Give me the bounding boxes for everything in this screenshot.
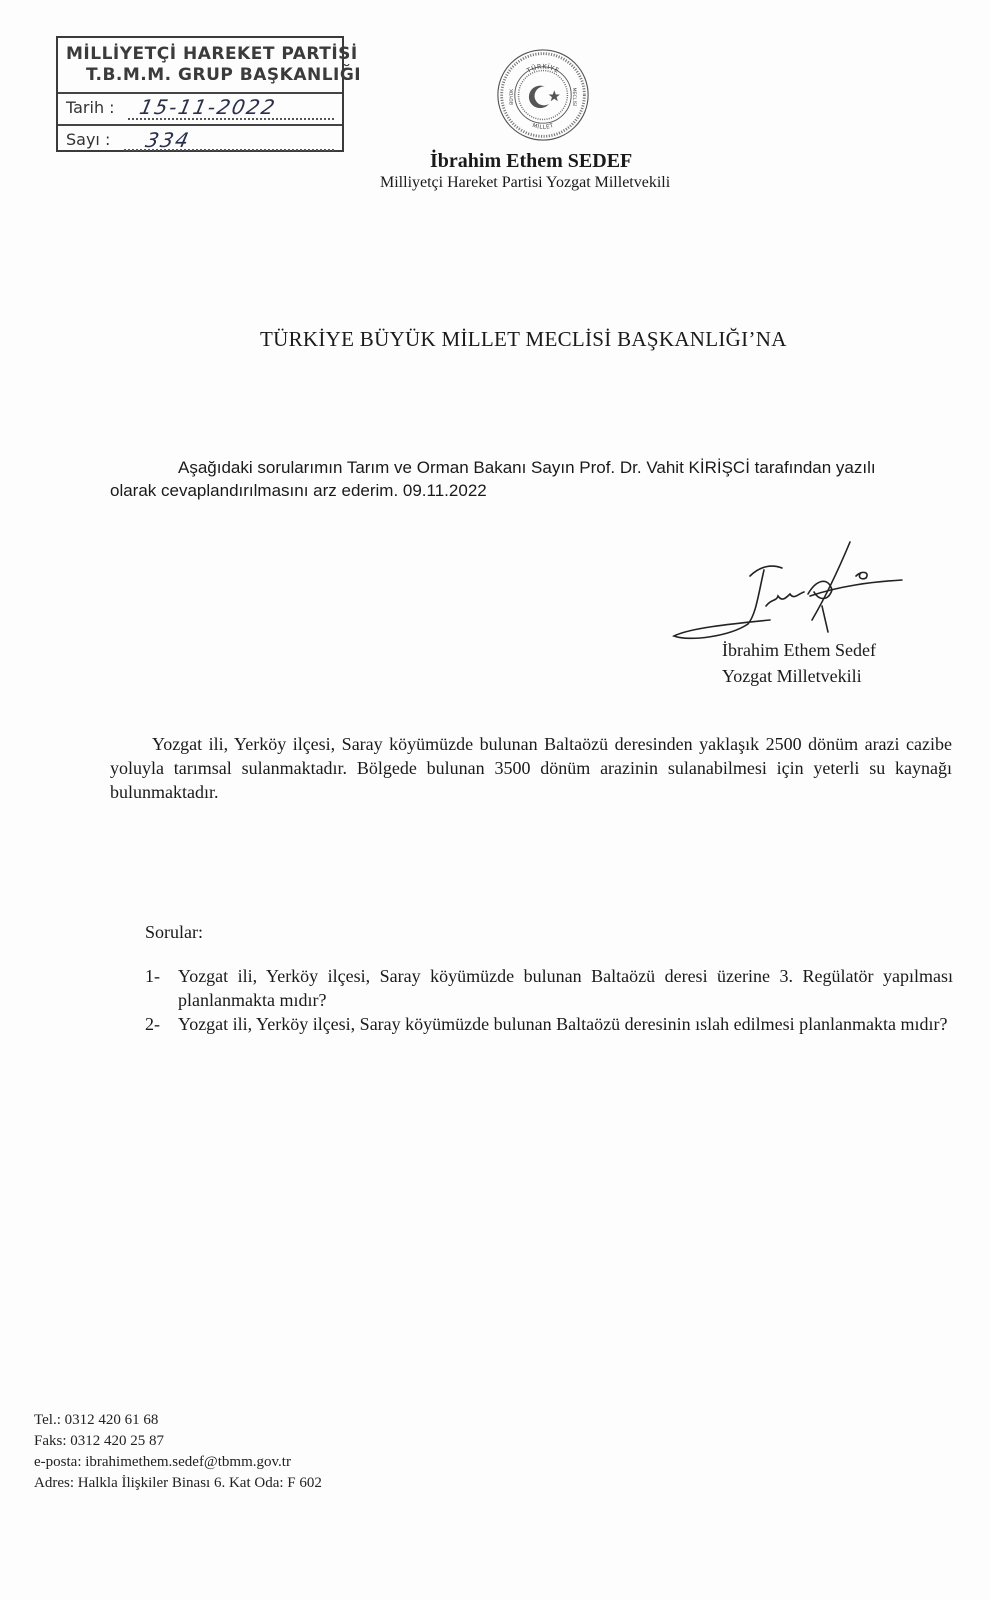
stamp-divider: [58, 92, 342, 94]
signature-title: Yozgat Milletvekili: [722, 666, 862, 686]
footer-address: Adres: Halkla İlişkiler Binası 6. Kat Oda: F 602: [34, 1475, 322, 1491]
footer-fax: Faks: 0312 420 25 87: [34, 1433, 165, 1449]
question-text: Yozgat ili, Yerköy ilçesi, Saray köyümüzde bulunan Baltaözü deresinin ıslah edilmesi planlanmakta mıdır?: [178, 1014, 948, 1034]
addressee-heading: TÜRKİYE BÜYÜK MİLLET MECLİSİ BAŞKANLIĞI’NA: [260, 327, 787, 351]
question-text: Yozgat ili, Yerköy ilçesi, Saray köyümüzde bulunan Baltaözü deresi üzerine 3. Regülatör yapılması planlanmakta mıdır?: [178, 966, 953, 1010]
intro-paragraph: [110, 456, 950, 502]
deputy-name: İbrahim Ethem SEDEF: [430, 150, 633, 172]
stamp-date-handwritten: 15-11-2022: [137, 95, 279, 119]
stamp-number-label: Sayı :: [66, 130, 111, 149]
tbmm-emblem-icon: [496, 48, 590, 142]
emblem-text-right: MECLİSİ: [571, 87, 577, 107]
stamp-date-label: Tarih :: [66, 98, 115, 117]
questions-label: Sorular:: [145, 922, 203, 942]
intro-line-1: Aşağıdaki sorularımın Tarım ve Orman Bakanı Sayın Prof. Dr. Vahit KİRİŞCİ tarafından yazılı: [178, 458, 876, 477]
emblem-text-bottom: MİLLET: [531, 122, 555, 131]
emblem-text-top: TÜRKİYE: [525, 62, 561, 75]
footer-email: e-posta: ibrahimethem.sedef@tbmm.gov.tr: [34, 1454, 291, 1470]
question-number: 2-: [145, 1014, 160, 1034]
handwritten-signature: [660, 536, 910, 656]
stamp-number-handwritten: 334: [143, 128, 193, 152]
emblem-text-left: BÜYÜK: [509, 88, 515, 105]
registry-stamp: [56, 36, 362, 152]
deputy-title: Milliyetçi Hareket Partisi Yozgat Milletvekili: [380, 174, 671, 191]
stamp-divider: [58, 124, 342, 126]
signature-name: İbrahim Ethem Sedef: [722, 640, 876, 660]
contact-footer: [34, 1410, 322, 1494]
body-text: Yozgat ili, Yerköy ilçesi, Saray köyümüzde bulunan Baltaözü deresinden yaklaşık 2500 dönüm arazi cazibe yoluyla tarımsal sulanmaktadır. Bölgede bulunan 3500 dönüm arazinin sulanabilmesi için yeterli su kaynağı bulunmaktadır.: [110, 734, 952, 802]
intro-line-2: olarak cevaplandırılmasını arz ederim. 09.11.2022: [110, 481, 487, 500]
svg-text:TÜRKİYE: [524, 62, 560, 75]
question-number: 1-: [145, 966, 160, 986]
stamp-group-name: T.B.M.M. GRUP BAŞKANLIĞI: [86, 65, 362, 85]
svg-text:MİLLET: [531, 123, 554, 131]
footer-phone: Tel.: 0312 420 61 68: [34, 1412, 159, 1428]
stamp-party-name: MİLLİYETÇİ HAREKET PARTİSİ: [66, 44, 358, 64]
body-paragraph: [110, 732, 952, 804]
